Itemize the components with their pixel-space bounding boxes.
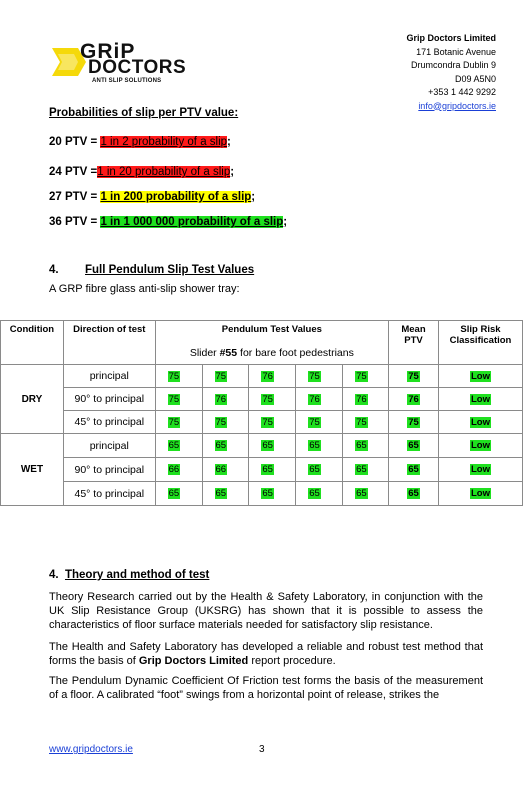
ptv-value: 75 <box>356 370 367 382</box>
probability-highlight: 1 in 20 probability of a slip <box>97 166 231 178</box>
section-title: Theory and method of test <box>64 569 210 581</box>
phone-number: +353 1 442 9292 <box>428 87 496 97</box>
ptv-value: 75 <box>309 370 320 382</box>
paragraph: Theory Research carried out by the Health & Safety Laboratory, in conjunction with the UK Slip Resistance Group (UKSRG) has shown that it is possible to assess the characteristics of floor surface materials needed for satisfactory slip resistance. <box>49 591 483 631</box>
condition-cell: DRY <box>1 365 64 434</box>
page-number: 3 <box>259 744 265 755</box>
ptv-value: 65 <box>309 440 320 451</box>
header-risk: Slip Risk Classification <box>438 321 522 365</box>
direction-cell: 45° to principal <box>63 482 155 506</box>
table-row <box>1 482 523 506</box>
paragraph <box>49 640 483 668</box>
ptv-value: 75 <box>356 416 367 428</box>
company-bold: Grip Doctors Limited <box>138 655 249 667</box>
mean-ptv: 75 <box>408 416 419 428</box>
mean-ptv: 65 <box>408 464 419 475</box>
ptv-value: 76 <box>309 393 320 405</box>
slider-suffix: for bare foot pedestrians <box>237 347 354 360</box>
ptv-value: 65 <box>215 440 227 451</box>
section-subtitle: A GRP fibre glass anti-slip shower tray: <box>49 283 240 295</box>
mean-ptv: 75 <box>408 370 419 382</box>
header-direction: Direction of test <box>63 321 155 365</box>
direction-cell: principal <box>63 365 155 388</box>
ptv-suffix: ; <box>230 166 235 178</box>
ptv-value: 65 <box>309 488 320 499</box>
mean-ptv: 65 <box>408 440 419 451</box>
header-condition: Condition <box>1 321 64 365</box>
slider-note <box>155 343 388 365</box>
risk-class: Low <box>470 440 490 451</box>
paragraph-text: The Health and Safety Laboratory has developed a reliable and robust test method that forms the basis of <box>49 641 483 667</box>
direction-cell: 90° to principal <box>63 458 155 482</box>
ptv-value: 76 <box>262 370 273 382</box>
ptv-value: 75 <box>168 370 180 382</box>
address-line: D09 A5N0 <box>454 73 496 84</box>
ptv-value: 65 <box>356 488 367 499</box>
email-link[interactable]: info@gripdoctors.ie <box>418 100 496 111</box>
logo-grip-text: GRiP <box>80 40 136 63</box>
ptv-value: 65 <box>309 464 320 475</box>
ptv-value: 65 <box>356 464 367 475</box>
probabilities-title: Probabilities of slip per PTV value: <box>49 107 239 119</box>
probability-highlight: 1 in 200 probability of a slip <box>100 191 252 203</box>
ptv-value: 75 <box>262 416 273 428</box>
risk-class: Low <box>470 464 490 475</box>
risk-class: Low <box>470 416 490 428</box>
probability-highlight: 1 in 1 000 000 probability of a slip <box>100 216 284 228</box>
slider-prefix: Slider <box>189 347 220 360</box>
probability-highlight: 1 in 2 probability of a slip <box>100 136 228 148</box>
risk-class: Low <box>470 488 490 499</box>
ptv-value: 65 <box>215 488 227 499</box>
section-heading <box>49 264 254 276</box>
paragraph: The Pendulum Dynamic Coefficient Of Friction test forms the basis of the measurement of a floor. A calibrated “foot” swings from a horizontal point of release, strikes the <box>49 675 483 701</box>
ptv-label: 27 PTV = <box>49 191 101 203</box>
address-line: 171 Botanic Avenue <box>416 46 496 57</box>
ptv-label: 24 PTV = <box>49 166 98 178</box>
mean-ptv: 76 <box>408 393 419 405</box>
condition-cell: WET <box>1 434 64 506</box>
table-row <box>1 458 523 482</box>
ptv-value: 65 <box>356 440 367 451</box>
mean-ptv: 65 <box>408 488 419 499</box>
ptv-value: 75 <box>168 416 180 428</box>
ptv-value: 76 <box>215 393 227 405</box>
ptv-value: 66 <box>168 464 180 475</box>
ptv-line-20 <box>49 136 231 148</box>
risk-class: Low <box>470 370 490 382</box>
risk-class: Low <box>470 393 490 405</box>
logo-doctors-text: DOCTORS <box>88 57 187 78</box>
section-heading <box>49 569 209 581</box>
header-mean: Mean PTV <box>389 321 439 365</box>
table-row <box>1 434 523 458</box>
section-number: 4. <box>49 569 59 581</box>
paragraph-text: report procedure. <box>248 655 336 667</box>
ptv-value: 76 <box>356 393 367 405</box>
ptv-value: 75 <box>309 416 320 428</box>
header-pendulum: Pendulum Test Values <box>155 321 388 343</box>
company-name: Grip Doctors Limited <box>406 33 496 43</box>
direction-cell: 90° to principal <box>63 388 155 411</box>
address-line: Drumcondra Dublin 9 <box>410 60 496 70</box>
ptv-value: 65 <box>262 464 273 475</box>
slider-number: #55 <box>219 347 238 360</box>
table-row <box>1 388 523 411</box>
ptv-value: 75 <box>168 393 180 405</box>
pendulum-test-table <box>0 320 523 506</box>
section-number: 4. <box>49 264 59 276</box>
company-address <box>296 32 496 111</box>
ptv-value: 75 <box>262 393 273 405</box>
ptv-line-27 <box>49 191 255 203</box>
table-row <box>1 411 523 434</box>
ptv-line-36 <box>49 216 287 228</box>
ptv-label: 20 PTV = <box>49 136 101 148</box>
ptv-value: 65 <box>168 440 180 451</box>
ptv-value: 75 <box>215 416 227 428</box>
ptv-suffix: ; <box>227 136 231 148</box>
direction-cell: principal <box>63 434 155 458</box>
ptv-line-24 <box>49 166 234 178</box>
ptv-suffix: ; <box>283 216 288 228</box>
ptv-value: 66 <box>215 464 227 475</box>
logo-tagline: ANTI SLIP SOLUTIONS <box>92 78 162 84</box>
ptv-value: 65 <box>168 488 180 499</box>
ptv-value: 65 <box>262 488 273 499</box>
direction-cell: 45° to principal <box>63 411 155 434</box>
ptv-label: 36 PTV = <box>49 216 101 228</box>
ptv-value: 75 <box>215 370 227 382</box>
section-title: Full Pendulum Slip Test Values <box>85 264 255 276</box>
ptv-suffix: ; <box>251 191 256 203</box>
table-row <box>1 365 523 388</box>
footer-website-link[interactable]: www.gripdoctors.ie <box>49 744 133 755</box>
ptv-value: 65 <box>262 440 273 451</box>
